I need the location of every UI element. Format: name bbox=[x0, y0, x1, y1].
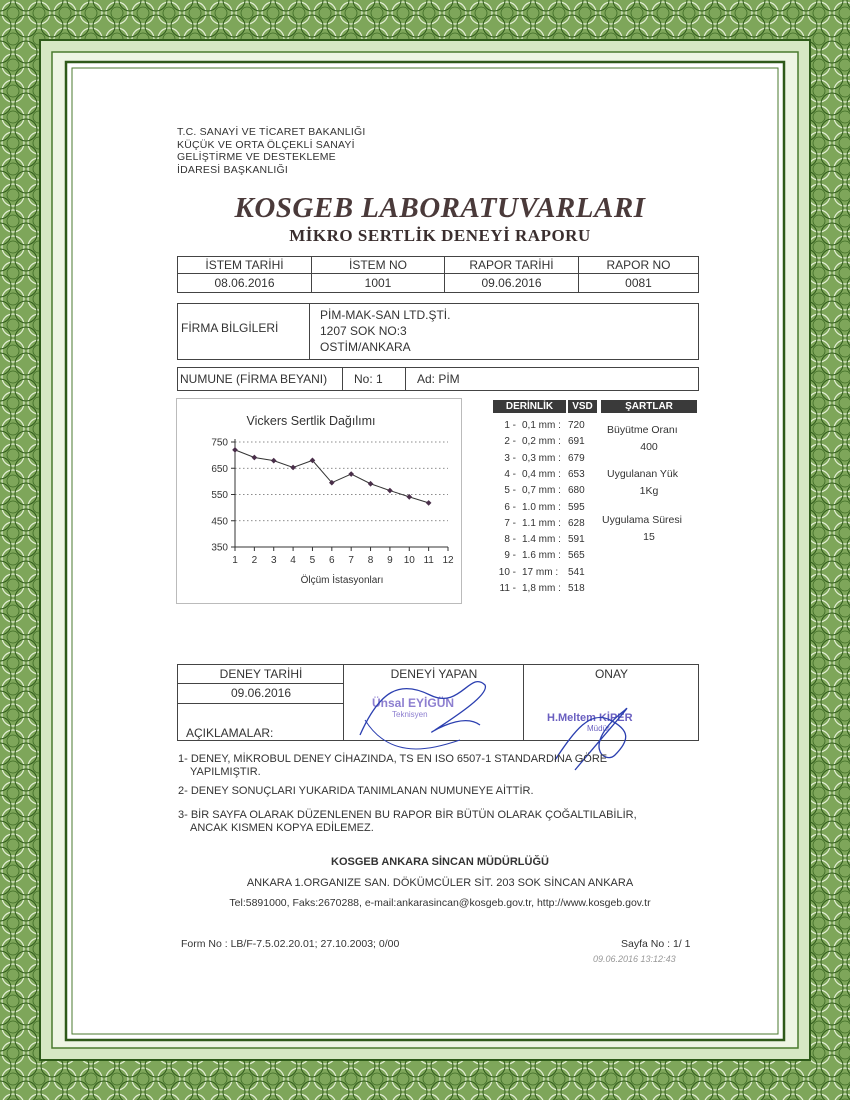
test-date-label: DENEY TARİHİ bbox=[219, 667, 303, 681]
measurement-index: 5 - bbox=[504, 485, 516, 497]
request-info-table bbox=[177, 256, 699, 293]
chart-x-tick-label: 9 bbox=[387, 555, 393, 566]
measurement-vsd: 680 bbox=[568, 485, 585, 497]
note-line: 3- BİR SAYFA OLARAK DÜZENLENEN BU RAPOR BİR BÜTÜN OLARAK ÇOĞALTILABİLİR, bbox=[178, 809, 637, 821]
measurement-depth: 1.0 mm : bbox=[522, 501, 561, 513]
measurement-vsd: 628 bbox=[568, 517, 585, 529]
page-number: Sayfa No : 1/ 1 bbox=[621, 938, 691, 950]
chart-data-point bbox=[368, 481, 374, 487]
conditions-header: ŞARTLAR bbox=[601, 400, 697, 413]
measurement-index: 10 - bbox=[498, 566, 516, 578]
measurement-vsd: 720 bbox=[568, 420, 585, 431]
hardness-chart-svg bbox=[177, 399, 461, 603]
note-1 bbox=[178, 753, 607, 778]
chart-x-tick-label: 7 bbox=[348, 555, 354, 566]
chart-y-tick-label: 650 bbox=[211, 463, 228, 475]
firm-name: PİM-MAK-SAN LTD.ŞTİ. bbox=[320, 308, 451, 322]
header-report-no: RAPOR NO bbox=[579, 257, 699, 274]
sample-box bbox=[177, 367, 699, 391]
chart-data-point bbox=[290, 465, 296, 471]
measurement-depth: 0,1 mm : bbox=[522, 420, 561, 431]
firm-info-label: FİRMA BİLGİLERİ bbox=[181, 321, 279, 335]
header-report-date: RAPOR TARİHİ bbox=[445, 257, 579, 274]
sample-label: NUMUNE (FİRMA BEYANI) bbox=[180, 372, 328, 386]
sample-name: Ad: PİM bbox=[417, 372, 460, 386]
divider bbox=[342, 368, 343, 390]
divider bbox=[309, 304, 310, 359]
measurement-vsd: 653 bbox=[568, 468, 585, 480]
value-request-no: 1001 bbox=[312, 274, 445, 293]
sample-no: No: 1 bbox=[354, 372, 383, 386]
chart-series-line bbox=[235, 450, 429, 503]
chart-data-point bbox=[348, 471, 354, 477]
test-date-value: 09.06.2016 bbox=[230, 686, 292, 700]
header-request-no: İSTEM NO bbox=[312, 257, 445, 274]
chart-y-tick-label: 350 bbox=[211, 542, 228, 554]
measurement-vsd: 591 bbox=[568, 534, 585, 546]
measurement-depth: 1,8 mm : bbox=[522, 583, 561, 594]
print-timestamp: 09.06.2016 13:12:43 bbox=[593, 954, 676, 964]
notes-label: AÇIKLAMALAR: bbox=[186, 726, 274, 740]
measurement-depth: 0,7 mm : bbox=[522, 485, 561, 497]
divider bbox=[405, 368, 406, 390]
measurement-index: 9 - bbox=[504, 550, 516, 562]
measurement-index: 8 - bbox=[504, 534, 516, 546]
agency-line: KÜÇÜK VE ORTA ÖLÇEKLİ SANAYİ bbox=[177, 138, 355, 151]
performer-stamp-role: Teknisyen bbox=[392, 710, 428, 719]
measurement-index: 6 - bbox=[504, 501, 516, 513]
chart-data-point bbox=[232, 447, 238, 453]
agency-line: GELİŞTİRME VE DESTEKLEME bbox=[177, 151, 336, 163]
office-contact: Tel:5891000, Faks:2670288, e-mail:ankarasincan@kosgeb.gov.tr, http://www.kosgeb.gov.tr bbox=[229, 897, 651, 909]
measurement-vsd: 679 bbox=[568, 452, 585, 464]
approval-label: ONAY bbox=[594, 667, 629, 681]
firm-info-box bbox=[177, 303, 699, 360]
hardness-chart bbox=[176, 398, 462, 604]
measurement-index: 1 - bbox=[504, 420, 516, 431]
measurement-index: 4 - bbox=[504, 468, 516, 480]
chart-data-point bbox=[271, 458, 277, 464]
vsd-header: VSD bbox=[568, 400, 597, 413]
firm-city: OSTİM/ANKARA bbox=[320, 340, 411, 354]
firm-address: 1207 SOK NO:3 bbox=[320, 324, 407, 338]
chart-x-tick-label: 11 bbox=[423, 555, 434, 566]
measurement-depth: 0,4 mm : bbox=[522, 468, 561, 480]
measurement-vsd: 595 bbox=[568, 501, 585, 513]
measurement-depth: 0,2 mm : bbox=[522, 436, 561, 448]
condition-label: Uygulama Süresi bbox=[602, 514, 682, 526]
value-report-date: 09.06.2016 bbox=[445, 274, 579, 293]
measurement-index: 7 - bbox=[504, 517, 516, 529]
measurement-vsd: 691 bbox=[568, 436, 585, 448]
depth-header: DERİNLİK bbox=[493, 400, 566, 413]
note-line: 1- DENEY, MİKROBUL DENEY CİHAZINDA, TS EN ISO 6507-1 STANDARDINA GÖRE bbox=[178, 753, 608, 765]
chart-x-tick-label: 10 bbox=[403, 555, 415, 566]
report-title: KOSGEB LABORATUVARLARI bbox=[234, 192, 646, 224]
chart-x-axis-label: Ölçüm İstasyonları bbox=[300, 575, 384, 586]
approver-stamp-name: H.Meltem KİPER bbox=[547, 712, 633, 724]
approver-stamp-role: Müdür bbox=[587, 724, 610, 733]
divider bbox=[178, 703, 344, 704]
value-request-date: 08.06.2016 bbox=[178, 274, 312, 293]
condition-label: Uygulanan Yük bbox=[607, 468, 679, 480]
condition-label: Büyütme Oranı bbox=[607, 424, 678, 436]
chart-y-tick-label: 450 bbox=[211, 516, 228, 528]
chart-x-tick-label: 5 bbox=[309, 555, 316, 566]
chart-title: Vickers Sertlik Dağılımı bbox=[246, 414, 376, 428]
note-line: ANCAK KISMEN KOPYA EDİLEMEZ. bbox=[190, 821, 374, 834]
report-subtitle: MİKRO SERTLİK DENEYİ RAPORU bbox=[289, 226, 591, 245]
chart-y-tick-label: 550 bbox=[211, 490, 228, 501]
chart-data-point bbox=[426, 500, 432, 506]
performer-stamp-name: Ünsal EYİGÜN bbox=[372, 696, 455, 710]
condition-value: 400 bbox=[640, 441, 658, 453]
chart-x-tick-label: 4 bbox=[290, 555, 296, 566]
note-2 bbox=[178, 785, 534, 798]
chart-x-tick-label: 2 bbox=[251, 555, 258, 566]
chart-data-point bbox=[252, 455, 258, 461]
chart-x-tick-label: 6 bbox=[329, 555, 335, 566]
measurement-depth: 1.6 mm : bbox=[522, 550, 561, 562]
agency-line: T.C. SANAYİ VE TİCARET BAKANLIĞI bbox=[177, 126, 366, 138]
measurement-vsd: 565 bbox=[568, 550, 585, 562]
chart-data-point bbox=[387, 488, 393, 494]
header-request-date: İSTEM TARİHİ bbox=[178, 257, 312, 274]
note-3 bbox=[178, 809, 637, 834]
performer-label: DENEYİ YAPAN bbox=[390, 667, 478, 681]
measurement-depth: 17 mm : bbox=[522, 566, 559, 578]
chart-x-tick-label: 12 bbox=[442, 555, 454, 566]
agency-header bbox=[177, 126, 365, 176]
chart-x-tick-label: 1 bbox=[232, 555, 238, 566]
measurement-depth: 1.1 mm : bbox=[522, 517, 561, 529]
agency-line: İDARESİ BAŞKANLIĞI bbox=[177, 163, 288, 176]
note-line: 2- DENEY SONUÇLARI YUKARIDA TANIMLANAN NUMUNEYE AİTTİR. bbox=[178, 785, 534, 797]
measurement-index: 11 - bbox=[499, 583, 516, 594]
divider bbox=[178, 683, 344, 684]
measurement-vsd: 541 bbox=[568, 566, 585, 578]
form-number: Form No : LB/F-7.5.02.20.01; 27.10.2003; 0/00 bbox=[181, 938, 400, 950]
measurement-index: 3 - bbox=[504, 452, 516, 464]
chart-x-tick-label: 3 bbox=[270, 555, 277, 566]
chart-x-tick-label: 8 bbox=[367, 555, 374, 566]
measurement-vsd: 518 bbox=[568, 583, 585, 594]
office-address: ANKARA 1.ORGANIZE SAN. DÖKÜMCÜLER SİT. 203 SOK SİNCAN ANKARA bbox=[246, 877, 634, 889]
measurement-depth: 0,3 mm : bbox=[522, 452, 561, 464]
measurement-depth: 1.4 mm : bbox=[522, 534, 561, 546]
condition-value: 15 bbox=[643, 531, 655, 543]
note-line: YAPILMIŞTIR. bbox=[190, 765, 261, 778]
value-report-no: 0081 bbox=[579, 274, 699, 293]
chart-y-tick-label: 750 bbox=[211, 437, 228, 449]
office-name: KOSGEB ANKARA SİNCAN MÜDÜRLÜĞÜ bbox=[331, 856, 549, 868]
condition-value: 1Kg bbox=[639, 485, 659, 497]
measurement-index: 2 - bbox=[504, 436, 516, 448]
